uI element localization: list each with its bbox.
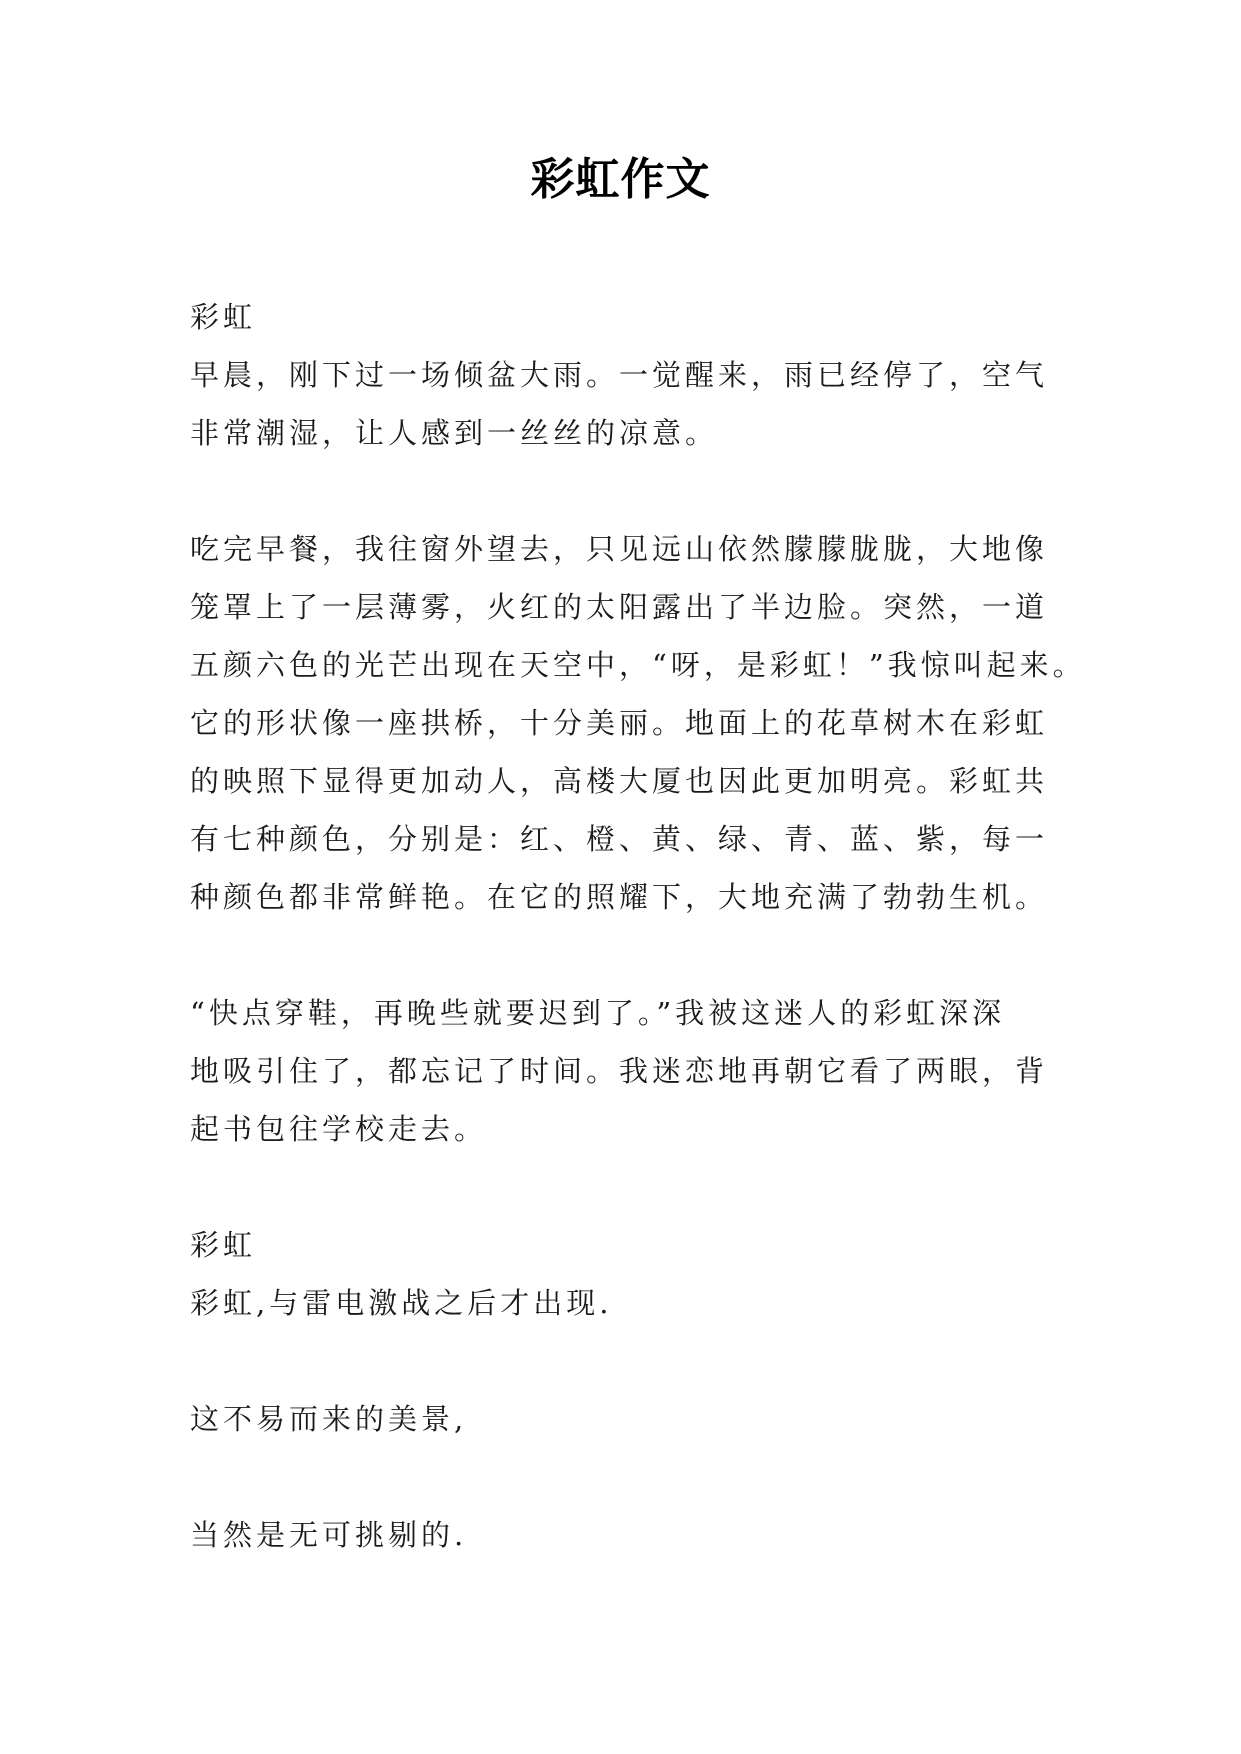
paragraph-line: 起书包往学校走去。 (190, 1112, 488, 1146)
paragraph-line: 地吸引住了，都忘记了时间。我迷恋地再朝它看了两眼，背 (190, 1054, 1049, 1088)
paragraph-gap (190, 1158, 1050, 1216)
paragraph-line: 五颜六色的光芒出现在天空中，“呀，是彩虹！”我惊叫起来。 (190, 648, 1086, 682)
paragraph-gap (190, 926, 1050, 984)
section-heading: 彩虹 (190, 1228, 257, 1262)
paragraph-line: 吃完早餐，我往窗外望去，只见远山依然朦朦胧胧，大地像 (190, 532, 1049, 566)
poem-line: 这不易而来的美景, (190, 1402, 468, 1436)
paragraph-line: 笼罩上了一层薄雾，火红的太阳露出了半边脸。突然，一道 (190, 590, 1049, 624)
document-title: 彩虹作文 (530, 154, 711, 205)
paragraph-gap (190, 1448, 1050, 1506)
poem-line: 当然是无可挑剔的. (190, 1518, 468, 1552)
paragraph-line: 种颜色都非常鲜艳。在它的照耀下，大地充满了勃勃生机。 (190, 880, 1049, 914)
paragraph-line: 有七种颜色，分别是：红、橙、黄、绿、青、蓝、紫，每一 (190, 822, 1049, 856)
paragraph-gap (190, 1332, 1050, 1390)
paragraph-gap (190, 462, 1050, 520)
poem-line: 彩虹,与雷电激战之后才出现. (190, 1286, 613, 1320)
paragraph-line: 的映照下显得更加动人，高楼大厦也因此更加明亮。彩虹共 (190, 764, 1049, 798)
paragraph-line: “快点穿鞋，再晚些就要迟到了。”我被这迷人的彩虹深深 (190, 996, 1006, 1030)
section-heading: 彩虹 (190, 300, 257, 334)
paragraph-line: 非常潮湿，让人感到一丝丝的凉意。 (190, 416, 719, 450)
paragraph-line: 早晨，刚下过一场倾盆大雨。一觉醒来，雨已经停了，空气 (190, 358, 1049, 392)
paragraph-line: 它的形状像一座拱桥，十分美丽。地面上的花草树木在彩虹 (190, 706, 1049, 740)
document-body (190, 288, 1086, 1564)
